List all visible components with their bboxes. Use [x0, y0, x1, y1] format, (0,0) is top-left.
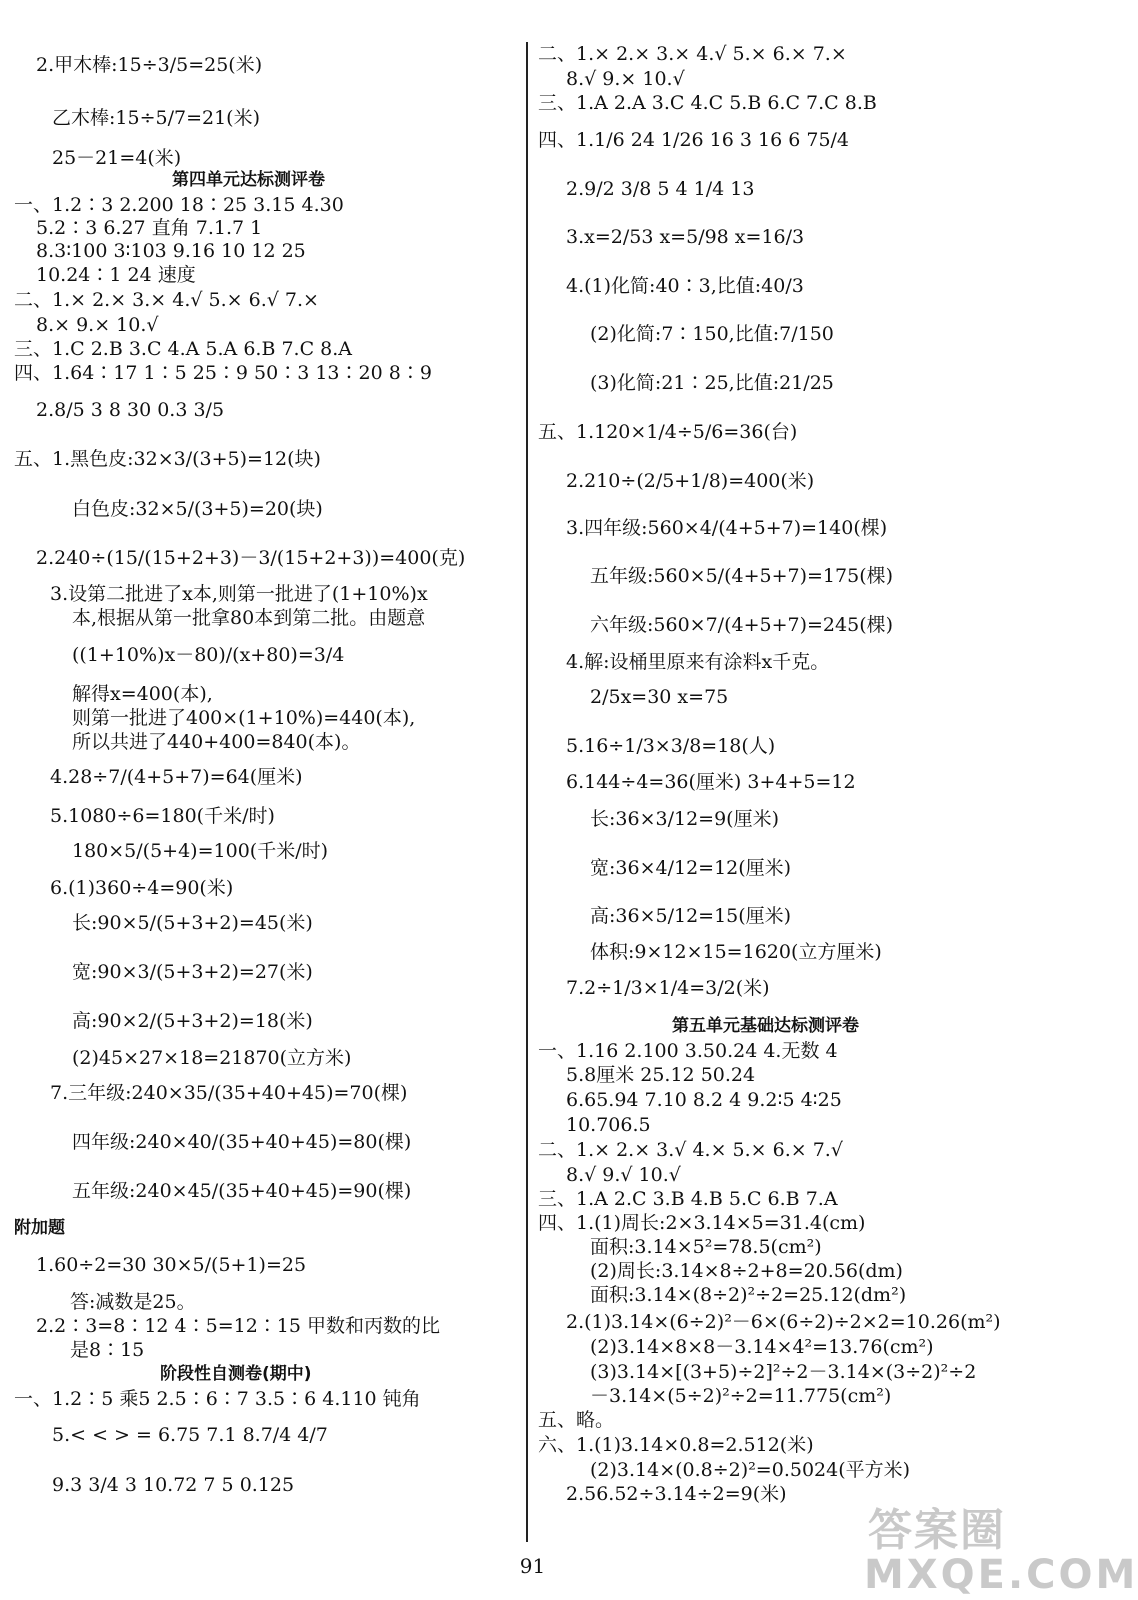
answer-line: 五、略。 [538, 1409, 615, 1431]
answer-line: 8.√ 9.× 10.√ [566, 68, 685, 90]
column-divider [526, 42, 528, 1542]
answer-line: (2)45×27×18=21870(立方米) [72, 1047, 352, 1069]
answer-line: 是8∶15 [70, 1339, 145, 1361]
answer-line: 面积:3.14×5²=78.5(cm²) [590, 1236, 822, 1258]
answer-line: 高:90×2/(5+3+2)=18(米) [72, 1010, 313, 1032]
section-heading: 阶段性自测卷(期中) [160, 1364, 312, 1384]
answer-line: 5.< < > = 6.75 7.1 8.7/4 4/7 [52, 1424, 328, 1446]
answer-line: 7.2÷1/3×1/4=3/2(米) [566, 977, 770, 999]
watermark-logo: 答案圈 [868, 1505, 1006, 1556]
answer-line: 6.144÷4=36(厘米) 3+4+5=12 [566, 771, 856, 793]
answer-line: 四、1.(1)周长:2×3.14×5=31.4(cm) [538, 1212, 866, 1234]
answer-line: 一、1.2∶5 乘5 2.5∶6∶7 3.5∶6 4.110 钝角 [14, 1388, 421, 1410]
answer-line: 本,根据从第一批拿80本到第二批。由题意 [72, 607, 426, 629]
watermark-url: MXQE.COM [864, 1552, 1138, 1598]
answer-line: (2)3.14×8×8－3.14×4²=13.76(cm²) [590, 1336, 934, 1358]
answer-line: 3.x=2/53 x=5/98 x=16/3 [566, 226, 805, 248]
answer-line: 一、1.2∶3 2.200 18∶25 3.15 4.30 [14, 194, 344, 216]
section-heading: 附加题 [14, 1218, 65, 1238]
answer-line: 2.2∶3=8∶12 4∶5=12∶15 甲数和丙数的比 [36, 1315, 441, 1337]
answer-line: 2.210÷(2/5+1/8)=400(米) [566, 470, 815, 492]
answer-line: 宽:90×3/(5+3+2)=27(米) [72, 961, 313, 983]
answer-line: 三、1.A 2.C 3.B 4.B 5.C 6.B 7.A [538, 1188, 838, 1210]
section-heading: 第四单元达标测评卷 [172, 170, 325, 190]
answer-line: 4.28÷7/(4+5+7)=64(厘米) [50, 766, 303, 788]
answer-line: 10.24∶1 24 速度 [36, 264, 196, 286]
answer-line: 五年级:560×5/(4+5+7)=175(棵) [590, 565, 894, 587]
answer-line: 二、1.× 2.× 3.√ 4.× 5.× 6.× 7.√ [538, 1139, 843, 1161]
answer-line: (2)化简:7∶150,比值:7/150 [590, 323, 834, 345]
answer-line: 7.三年级:240×35/(35+40+45)=70(棵) [50, 1082, 408, 1104]
answer-line: 2.8/5 3 8 30 0.3 3/5 [36, 399, 225, 421]
answer-line: 长:90×5/(5+3+2)=45(米) [72, 912, 313, 934]
answer-line: 2.240÷(15/(15+2+3)－3/(15+2+3))=400(克) [36, 547, 466, 569]
answer-line: 则第一批进了400×(1+10%)=440(本), [72, 707, 416, 729]
answer-line: (3)化简:21∶25,比值:21/25 [590, 372, 834, 394]
answer-line: 10.706.5 [566, 1114, 651, 1136]
answer-line: 答:减数是25。 [70, 1291, 196, 1313]
answer-line: 5.8厘米 25.12 50.24 [566, 1064, 756, 1086]
answer-line: 9.3 3/4 3 10.72 7 5 0.125 [52, 1474, 295, 1496]
answer-line: 四、1.64∶17 1∶5 25∶9 50∶3 13∶20 8∶9 [14, 362, 432, 384]
answer-line: (2)3.14×(0.8÷2)²=0.5024(平方米) [590, 1459, 911, 1481]
answer-line: 2.56.52÷3.14÷2=9(米) [566, 1483, 787, 1505]
answer-line: 5.16÷1/3×3/8=18(人) [566, 735, 776, 757]
answer-line: 解得x=400(本), [72, 683, 213, 705]
answer-line: 所以共进了440+400=840(本)。 [72, 731, 361, 753]
answer-line: 三、1.C 2.B 3.C 4.A 5.A 6.B 7.C 8.A [14, 338, 353, 360]
answer-line: 一、1.16 2.100 3.50.24 4.无数 4 [538, 1040, 838, 1062]
section-heading: 第五单元基础达标测评卷 [672, 1016, 859, 1036]
answer-line: 长:36×3/12=9(厘米) [590, 808, 779, 830]
answer-line: 乙木棒:15÷5/7=21(米) [52, 107, 260, 129]
answer-line: 4.解:设桶里原来有涂料x千克。 [566, 651, 830, 673]
answer-line: 六、1.(1)3.14×0.8=2.512(米) [538, 1434, 814, 1456]
answer-line: 1.60÷2=30 30×5/(5+1)=25 [36, 1254, 307, 1276]
answer-line: 2.甲木棒:15÷3/5=25(米) [36, 54, 263, 76]
answer-line: 五年级:240×45/(35+40+45)=90(棵) [72, 1180, 412, 1202]
answer-line: 2.9/2 3/8 5 4 1/4 13 [566, 178, 755, 200]
answer-line: 8.√ 9.√ 10.√ [566, 1164, 681, 1186]
answer-line: 宽:36×4/12=12(厘米) [590, 857, 792, 879]
page-number: 91 [519, 1554, 546, 1578]
answer-line: 六年级:560×7/(4+5+7)=245(棵) [590, 614, 894, 636]
answer-line: 25－21=4(米) [52, 147, 182, 169]
answer-line: 8.× 9.× 10.√ [36, 314, 159, 336]
left-column [0, 0, 525, 1600]
answer-line: 5.2∶3 6.27 直角 7.1.7 1 [36, 217, 263, 239]
answer-line: 2.(1)3.14×(6÷2)²－6×(6÷2)÷2×2=10.26(m²) [566, 1311, 1001, 1333]
right-column [530, 0, 1065, 1600]
answer-line: 6.65.94 7.10 8.2 4 9.2∶5 4∶25 [566, 1089, 842, 1111]
answer-line: 3.四年级:560×4/(4+5+7)=140(棵) [566, 517, 888, 539]
answer-line: 6.(1)360÷4=90(米) [50, 877, 234, 899]
answer-line: 3.设第二批进了x本,则第一批进了(1+10%)x [50, 583, 428, 605]
answer-line: 180×5/(5+4)=100(千米/时) [72, 840, 329, 862]
answer-line: 二、1.× 2.× 3.× 4.√ 5.× 6.√ 7.× [14, 289, 319, 311]
answer-line: 二、1.× 2.× 3.× 4.√ 5.× 6.× 7.× [538, 43, 847, 65]
answer-line: －3.14×(5÷2)²÷2=11.775(cm²) [590, 1385, 892, 1407]
answer-line: ((1+10%)x－80)/(x+80)=3/4 [72, 644, 345, 666]
answer-line: 三、1.A 2.A 3.C 4.C 5.B 6.C 7.C 8.B [538, 92, 877, 114]
answer-line: 面积:3.14×(8÷2)²÷2=25.12(dm²) [590, 1284, 907, 1306]
answer-line: 五、1.黑色皮:32×3/(3+5)=12(块) [14, 448, 321, 470]
answer-line: 五、1.120×1/4÷5/6=36(台) [538, 421, 798, 443]
answer-line: 白色皮:32×5/(3+5)=20(块) [72, 498, 323, 520]
answer-line: (2)周长:3.14×8÷2+8=20.56(dm) [590, 1260, 903, 1282]
answer-line: 体积:9×12×15=1620(立方厘米) [590, 941, 882, 963]
answer-line: 4.(1)化简:40∶3,比值:40/3 [566, 275, 804, 297]
answer-line: 2/5x=30 x=75 [590, 686, 729, 708]
answer-line: 四、1.1/6 24 1/26 16 3 16 6 75/4 [538, 129, 850, 151]
answer-line: (3)3.14×[(3+5)÷2]²÷2－3.14×(3÷2)²÷2 [590, 1361, 977, 1383]
answer-line: 5.1080÷6=180(千米/时) [50, 805, 275, 827]
answer-line: 高:36×5/12=15(厘米) [590, 905, 792, 927]
answer-line: 8.3∶100 3∶103 9.16 10 12 25 [36, 240, 306, 262]
answer-line: 四年级:240×40/(35+40+45)=80(棵) [72, 1131, 412, 1153]
